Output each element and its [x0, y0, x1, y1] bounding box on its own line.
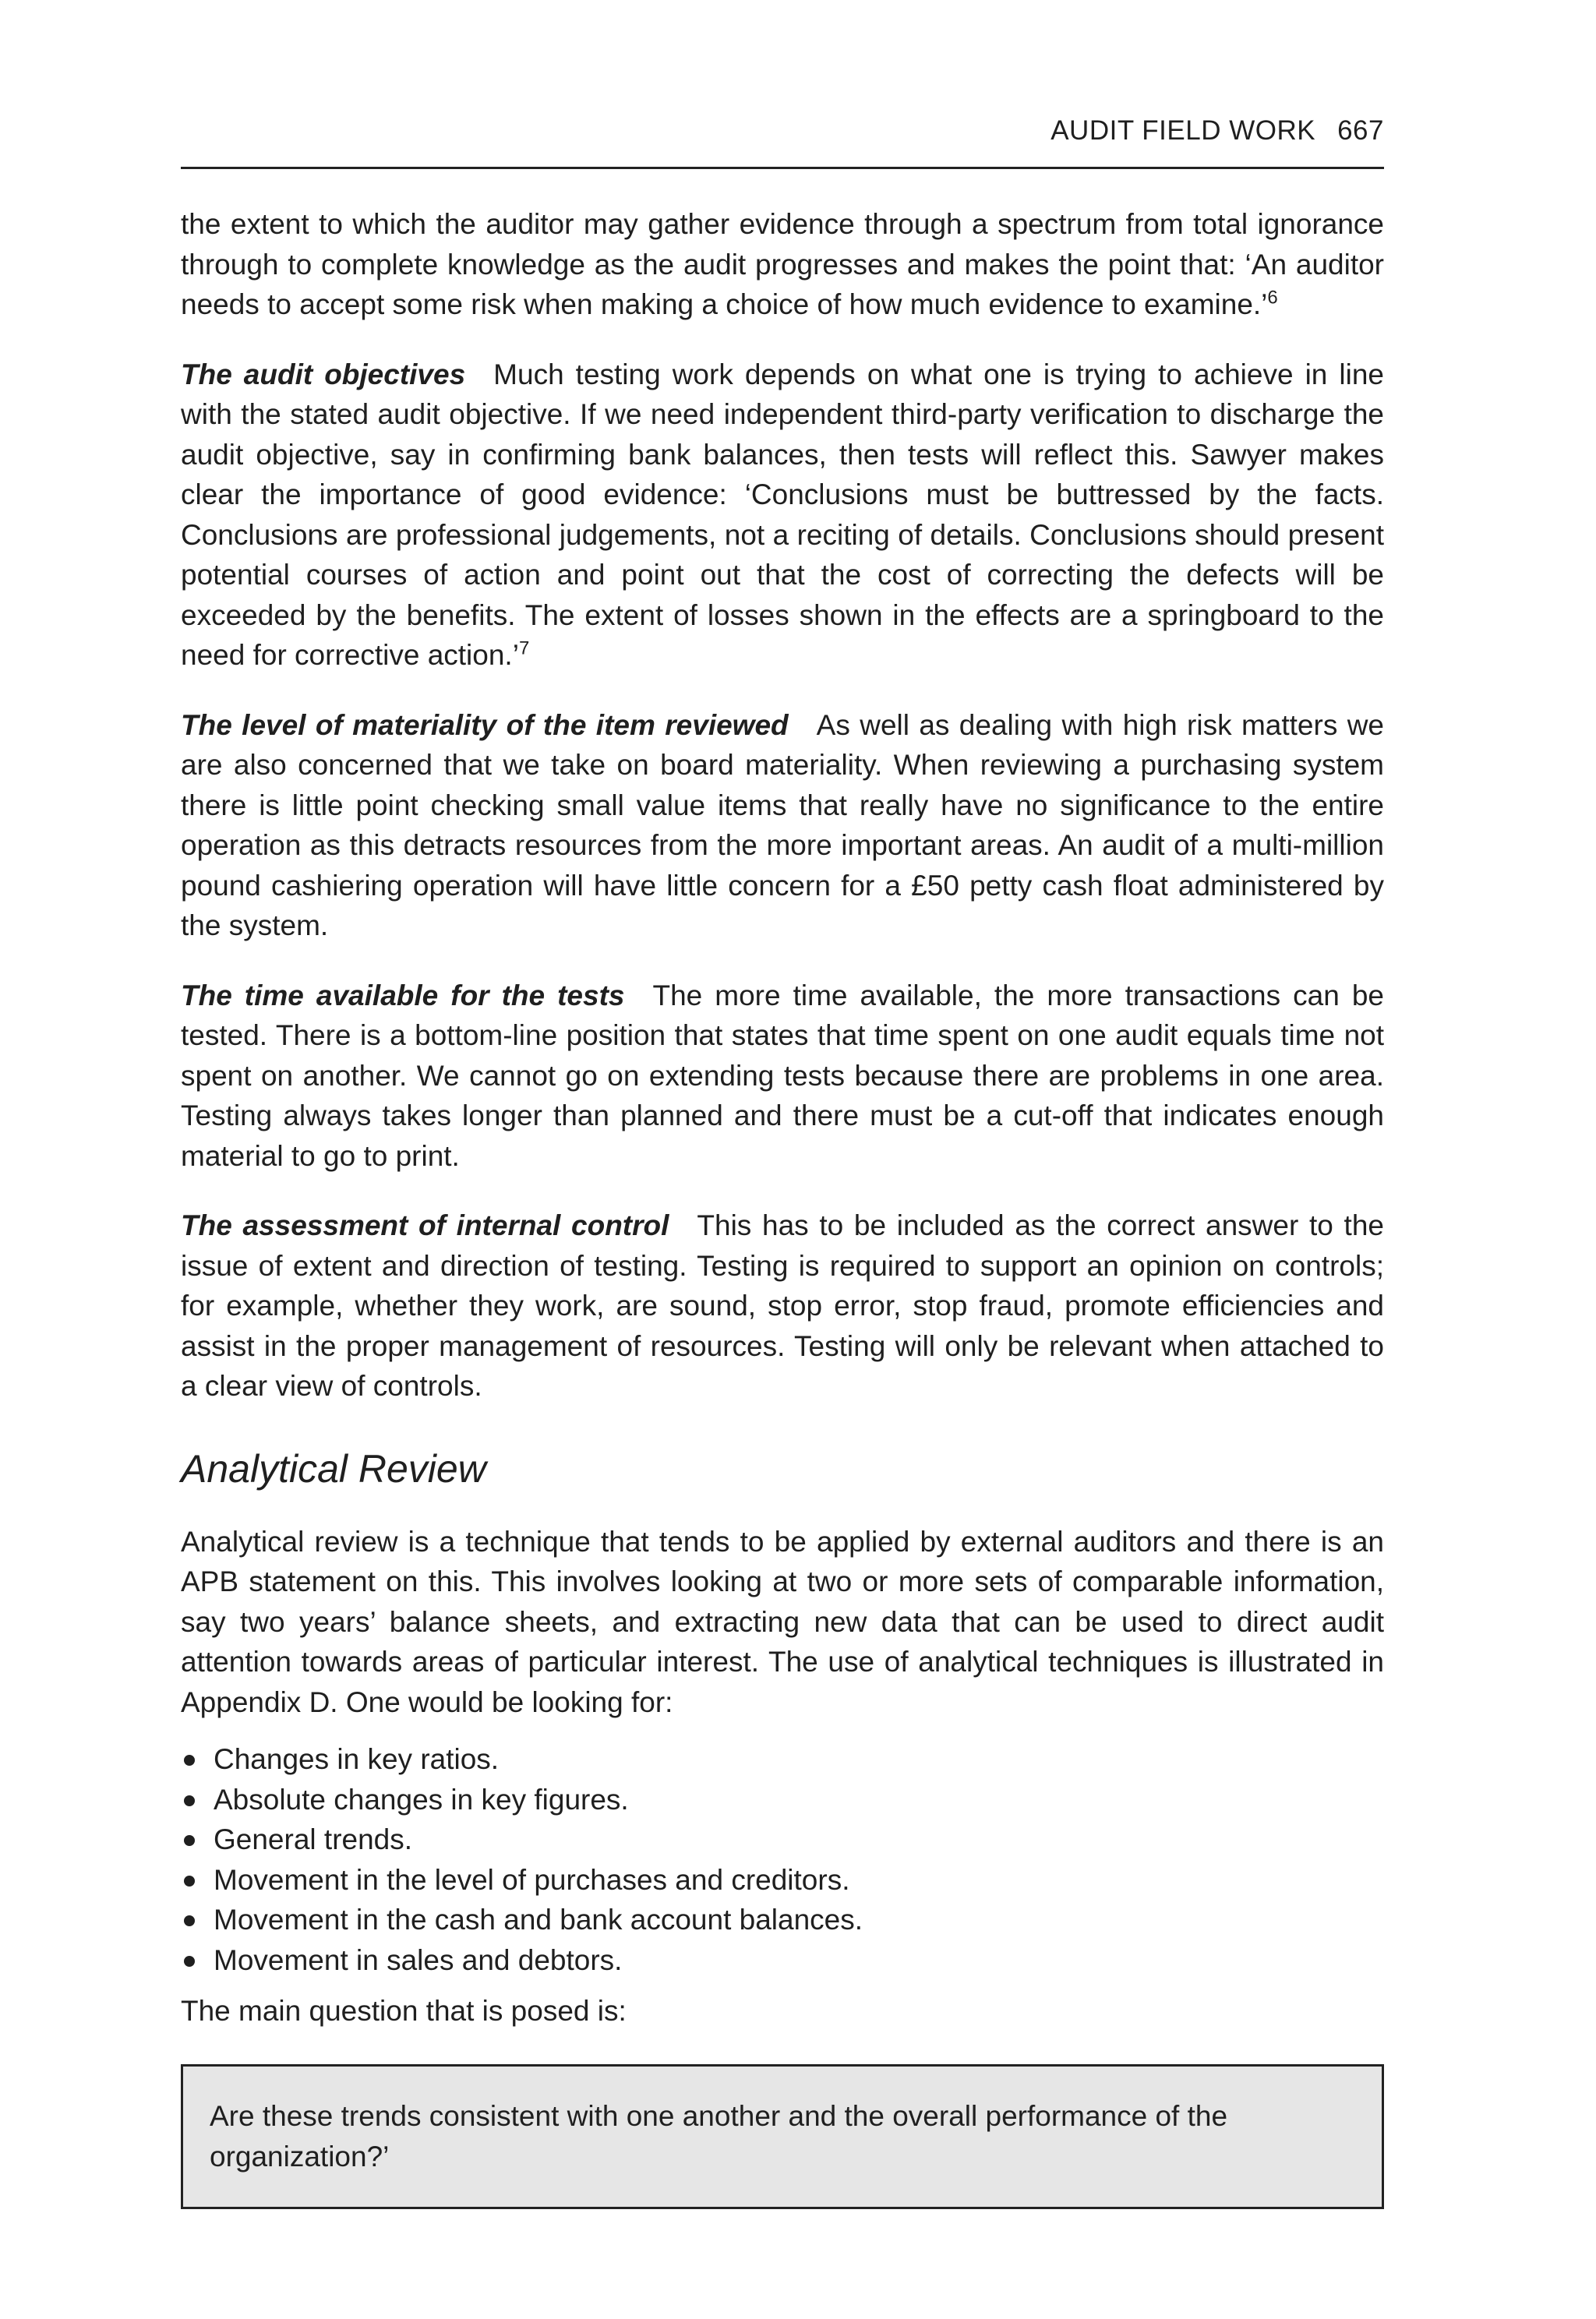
list-item: Absolute changes in key figures. [181, 1780, 1384, 1820]
paragraph-audit-objectives [181, 355, 1384, 676]
quote-text: Are these trends consistent with one another and the overall performance of the organization?’ [210, 2099, 1228, 2173]
body-text [181, 204, 1384, 2209]
run-in-heading: The audit objectives [181, 358, 466, 390]
run-in-heading: The time available for the tests [181, 979, 625, 1011]
footnote-ref: 6 [1267, 287, 1278, 309]
paragraph-materiality [181, 705, 1384, 946]
paragraph-continued [181, 204, 1384, 325]
list-item: Movement in the level of purchases and creditors. [181, 1860, 1384, 1901]
question-lead-in: The main question that is posed is: [181, 1995, 627, 2027]
paragraph-time-available [181, 976, 1384, 1177]
running-head-title: AUDIT FIELD WORK [1050, 115, 1316, 146]
page-number: 667 [1337, 115, 1384, 146]
list-item: Movement in sales and debtors. [181, 1940, 1384, 1981]
quote-box [181, 2064, 1384, 2209]
paragraph-text: the extent to which the auditor may gather evidence through a spectrum from total ignorance through to complete knowledge as the audit progresses and makes the point that: ‘An auditor needs to accept some risk when making a choice of how much evidence to examine.’ [181, 208, 1384, 320]
run-in-heading: The assessment of internal control [181, 1209, 669, 1241]
paragraph-text: Much testing work depends on what one is trying to achieve in line with the stated audit objective. If we need independent third-party verification to discharge the audit objective, say in confirming bank balances, then tests will reflect this. Sawyer makes clear the importance of good evidence: ‘Conclusions must be buttressed by the facts. Conclusions are professional judgements, not a reciting of details. Conclusions should present potential courses of action and point out that the cost of correcting the defects will be exceeded by the benefits. The extent of losses shown in the effects are a springboard to the need for corrective action.’ [181, 358, 1384, 671]
section-intro: Analytical review is a technique that tends to be applied by external auditors and there is an APB statement on this. This involves looking at two or more sets of comparable information, say two years’ balance sheets, and extracting new data that can be used to direct audit attention towards areas of particular interest. The use of analytical techniques is illustrated in Appendix D. One would be looking for: [181, 1525, 1384, 1718]
paragraph-text: As well as dealing with high risk matters we are also concerned that we take on board materiality. When reviewing a purchasing system there is little point checking small value items that really have no significance to the entire operation as this detracts resources from the more important areas. An audit of a multi-million pound cashiering operation will have little concern for a £50 petty cash float administered by the system. [181, 708, 1384, 941]
header-rule [181, 167, 1384, 169]
section-heading: Analytical Review [181, 1446, 486, 1491]
paragraph-internal-control [181, 1205, 1384, 1407]
run-in-heading: The level of materiality of the item reviewed [181, 708, 789, 741]
list-item: Changes in key ratios. [181, 1739, 1384, 1780]
list-item: General trends. [181, 1820, 1384, 1860]
bullet-list [181, 1739, 1384, 1980]
list-item: Movement in the cash and bank account balances. [181, 1900, 1384, 1940]
footnote-ref: 7 [518, 637, 530, 659]
paragraph-text: The more time available, the more transactions can be tested. There is a bottom-line position that states that time spent on one audit equals time not spent on another. We cannot go on extending tests because there are problems in one area. Testing always takes longer than planned and there must be a cut-off that indicates enough material to go to print. [181, 979, 1384, 1172]
paragraph-text: This has to be included as the correct answer to the issue of extent and direction of testing. Testing is required to support an opinion on controls; for example, whether they work, are sound, stop error, stop fraud, promote efficiencies and assist in the proper management of resources. Testing will only be relevant when attached to a clear view of controls. [181, 1209, 1384, 1402]
running-head [1050, 117, 1384, 144]
